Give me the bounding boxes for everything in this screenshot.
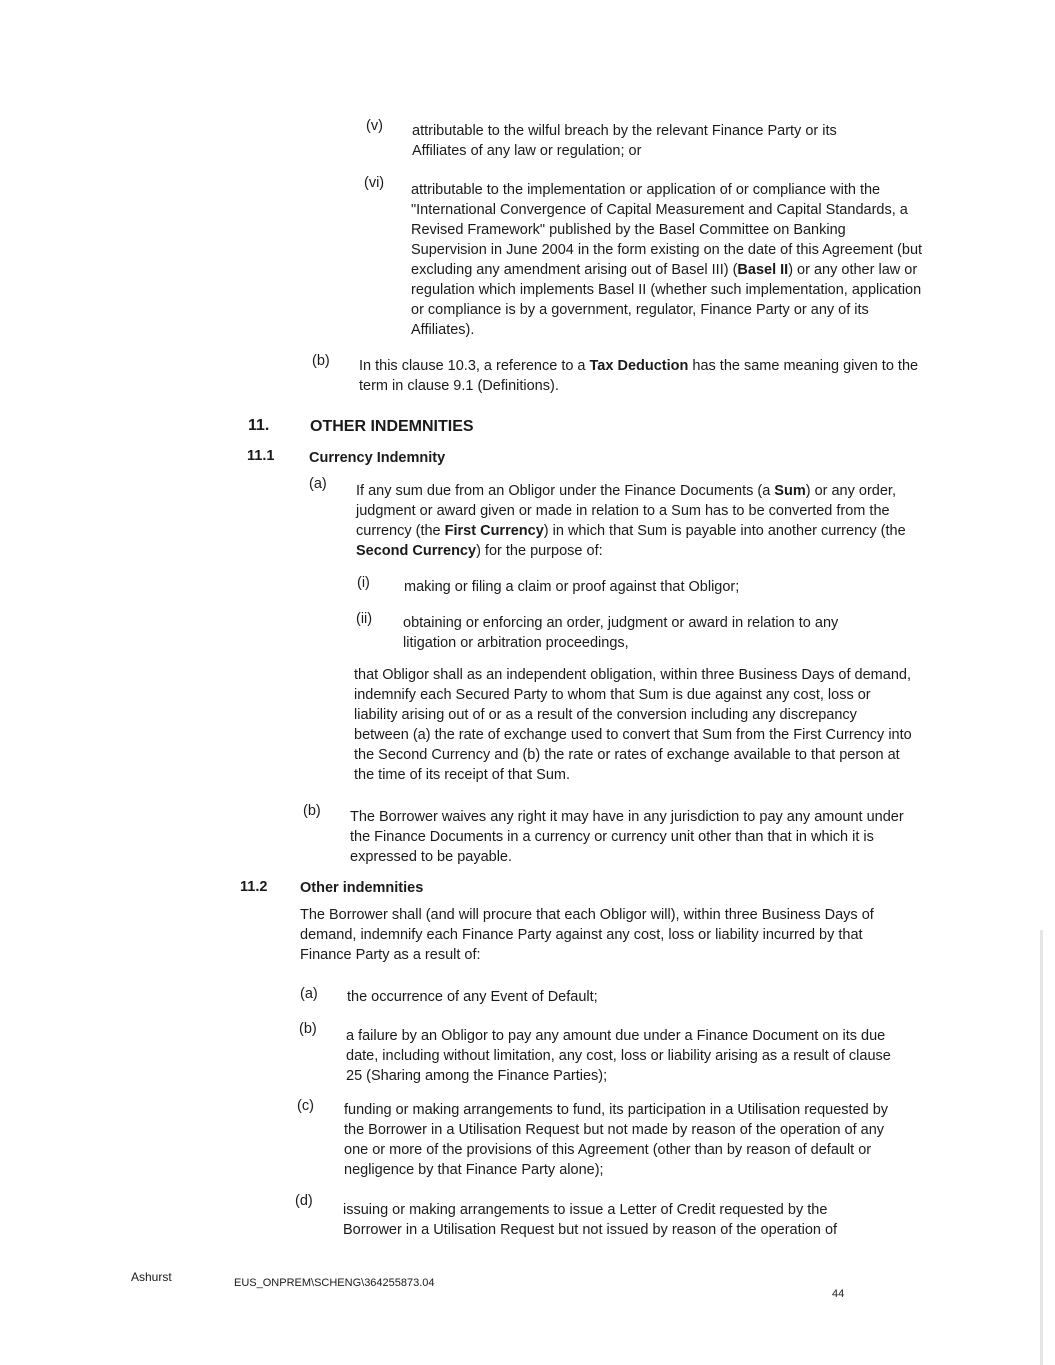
item-label-v: (v) <box>366 118 383 134</box>
defined-term-tax-deduction: Tax Deduction <box>589 358 689 374</box>
item-label-b-10-3: (b) <box>312 353 330 369</box>
item-text-d-11-2: issuing or making arrangements to issue a Letter of Credit requested by the Borrower in a Utilisation Request but not issued by reason of the operation of <box>343 1202 838 1238</box>
item-label-i: (i) <box>357 575 370 591</box>
scan-edge-shadow <box>1040 930 1043 1365</box>
item-text-v: attributable to the wilful breach by the relevant Finance Party or its Affiliates of any law or regulation; or <box>412 123 837 159</box>
item-text-b-11-1: The Borrower waives any right it may have in any jurisdiction to pay any amount under the Finance Documents in a currency or currency unit other than that in which it is expressed to be payable. <box>350 809 904 865</box>
item-text-b-10-3: In this clause 10.3, a reference to a Tax Deduction has the same meaning given to the term in clause 9.1 (Definitions). <box>359 358 919 394</box>
item-label-b-11-2: (b) <box>299 1021 317 1037</box>
clause-11-2-number: 11.2 <box>240 879 268 895</box>
footer-page-number: 44 <box>832 1288 845 1300</box>
defined-term-basel-ii: Basel II <box>737 262 789 278</box>
footer-document-reference: EUS_ONPREM\SCHENG\364255873.04 <box>234 1277 435 1289</box>
clause-11-title: OTHER INDEMNITIES <box>310 418 474 435</box>
item-text-c-11-2: funding or making arrangements to fund, its participation in a Utilisation requested by the Borrower in a Utilisation Request but not made by reason of the operation of any one or more of the provisions of this Agreement (other than by reason of default or negligence by that Finance Party alone); <box>344 1102 889 1178</box>
other-indemnities-intro: The Borrower shall (and will procure that each Obligor will), within three Business Days of demand, indemnify each Finance Party against any cost, loss or liability incurred by that Finance Party as a result of: <box>300 907 874 963</box>
item-label-c-11-2: (c) <box>297 1098 314 1114</box>
item-label-d-11-2: (d) <box>295 1193 313 1209</box>
footer-firm-name: Ashurst <box>131 1270 172 1284</box>
item-label-b-11-1: (b) <box>303 803 321 819</box>
item-text-a-11-1: If any sum due from an Obligor under the Finance Documents (a Sum) or any order, judgment or award given or made in relation to a Sum has to be converted from the currency (the First Currency) in which that Sum is payable into another currency (the Second Currency) for the purpose of: <box>356 483 906 559</box>
clause-11-1-number: 11.1 <box>247 448 275 464</box>
item-text-ii: obtaining or enforcing an order, judgment or award in relation to any litigation or arbitration proceedings, <box>403 615 839 651</box>
item-label-a-11-1: (a) <box>309 476 327 492</box>
clause-11-1-title: Currency Indemnity <box>309 450 446 466</box>
item-label-vi: (vi) <box>364 175 385 191</box>
item-text-vi: attributable to the implementation or application of or compliance with the "International Convergence of Capital Measurement and Capital Standards, a Revised Framework" published by the Basel Committee on Banking Supervision in June 2004 in the form existing on the date of this Agreement (but excluding any amendment arising out of Basel III) (Basel II) or any other law or regulation which implements Basel II (whether such implementation, application or compliance is by a government, regulator, Finance Party or any of its Affiliates). <box>411 182 923 338</box>
item-label-a-11-2: (a) <box>300 986 318 1002</box>
item-text-b-11-2: a failure by an Obligor to pay any amount due under a Finance Document on its due date, including without limitation, any cost, loss or liability arising as a result of clause 25 (Sharing among the Finance Parties); <box>346 1028 891 1084</box>
item-label-ii: (ii) <box>356 611 373 627</box>
item-text-i: making or filing a claim or proof against that Obligor; <box>404 579 740 595</box>
clause-11-number: 11. <box>248 417 270 434</box>
item-text-a-11-2: the occurrence of any Event of Default; <box>347 989 598 1005</box>
currency-indemnity-paragraph: that Obligor shall as an independent obligation, within three Business Days of demand, indemnify each Secured Party to whom that Sum is due against any cost, loss or liability arising out of or as a result of the conversion including any discrepancy between (a) the rate of exchange used to convert that Sum from the First Currency into the Second Currency and (b) the rate or rates of exchange available to that person at the time of its receipt of that Sum. <box>354 667 912 783</box>
clause-11-2-title: Other indemnities <box>300 880 424 896</box>
